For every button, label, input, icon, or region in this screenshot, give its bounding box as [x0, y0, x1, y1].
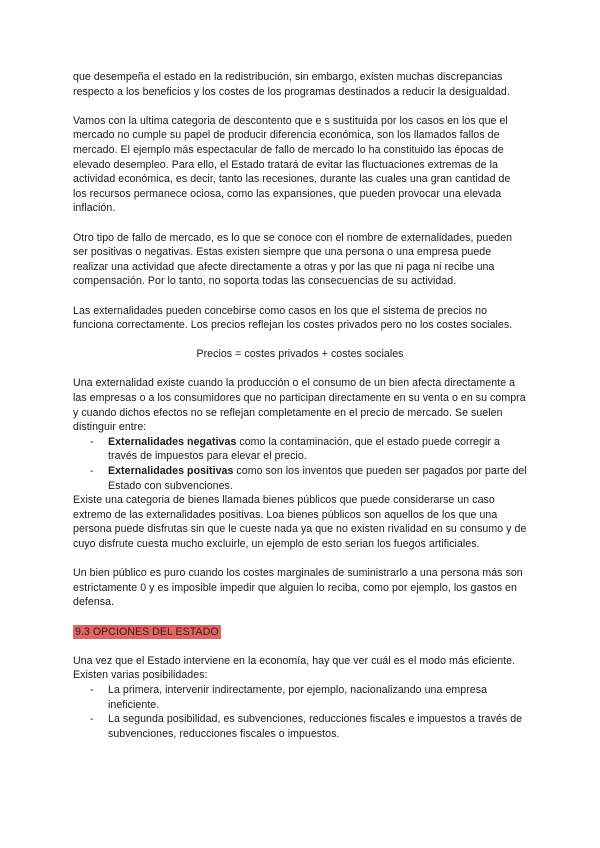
paragraph-opciones-intro: Una vez que el Estado interviene en la economía, hay que ver cuál es el modo más eficiente. Existen varias posibilidades:: [73, 654, 516, 682]
paragraph-bienes-publicos: Existe una categoria de bienes llamada bienes públicos que puede considerarse un caso extremo de las externalidades positivas. Loa bienes públicos son aquellos de los que una persona puede disfrutas sin que le cueste nada ya que no existen rivalidad en su consumo y de cuyo disfrute cuesta mucho excluirle, un ejemplo de esto serian los fuegos artificiales.: [73, 494, 527, 550]
paragraph-sistema-precios: Las externalidades pueden concebirse como casos en los que el sistema de precios no funciona correctamente. Los precios reflejan los costes privados pero no los costes sociales.: [73, 304, 513, 332]
list-item: - La primera, intervenir indirectamente, por ejemplo, nacionalizando una empresa ineficiente.: [73, 683, 527, 712]
paragraph-externalidades: Otro tipo de fallo de mercado, es lo que se conoce con el nombre de externalidades, pueden ser positivas o negativas. Estas existen siempre que una persona o una empresa puede realizar una actividad que afecte directamente a otras y por las que ni paga ni recibe una compensación. Por lo tanto, no soporta todas las consecuencias de su actividad.: [73, 231, 513, 288]
paragraph-fallos-mercado: Vamos con la ultima categoria de descontento que e s sustituida por los casos en los que el mercado no cumple su papel de producir diferencia económica, son los llamados fallos de mercado. El ejemplo más espectacular de fallo de mercado lo ha constituido las épocas de elevado desempleo. Para ello, el Estado tratará de evitar las fluctuaciones extremas de la actividad económica, es decir, tanto las recesiones, durante las cuales una gran cantidad de los recursos permanece ociosa, como las expansiones, que pueden provocar una elevada inflación.: [73, 114, 511, 215]
list-item: [73, 464, 527, 493]
paragraph-redistribucion: que desempeña el estado en la redistribución, sin embargo, existen muchas discrepancias respecto a los beneficios y los costes de los programas destinados a reducir la desigualdad.: [73, 71, 510, 98]
term-positivas: Externalidades positivas: [108, 465, 234, 478]
paragraph-definicion-externalidad: Una externalidad existe cuando la producción o el consumo de un bien afecta directamente a las empresas o a los consumidores que no participan directamente en su venta o en su compra y cuando dichos efectos no se reflejan completamente en el precio de mercado. Se suelen distinguir entre:: [73, 377, 526, 434]
options-list: [73, 683, 527, 741]
externalities-list: [73, 435, 527, 493]
paragraph-bien-publico-puro: Un bien público es puro cuando los costes marginales de suministrarlo a una persona más son estrictamente 0 y es imposible impedir que alguien lo reciba, como por ejemplo, los gastos en defensa.: [73, 567, 523, 609]
list-item: [73, 435, 527, 464]
price-formula: Precios = costes privados + costes sociales: [196, 348, 404, 361]
section-heading: 9.3 OPCIONES DEL ESTADO: [75, 625, 219, 638]
list-item-text: como son los inventos que pueden ser pagados por parte del Estado con subvenciones.: [108, 465, 527, 492]
list-item-text: como la contaminación, que el estado puede corregir a través de impuestos para elevar el precio.: [108, 435, 500, 463]
list-item: - La segunda posibilidad, es subvenciones, reducciones fiscales e impuestos a través de subvenciones, reducciones fiscales o impuestos.: [73, 712, 527, 741]
term-negativas: Externalidades negativas: [108, 435, 237, 448]
